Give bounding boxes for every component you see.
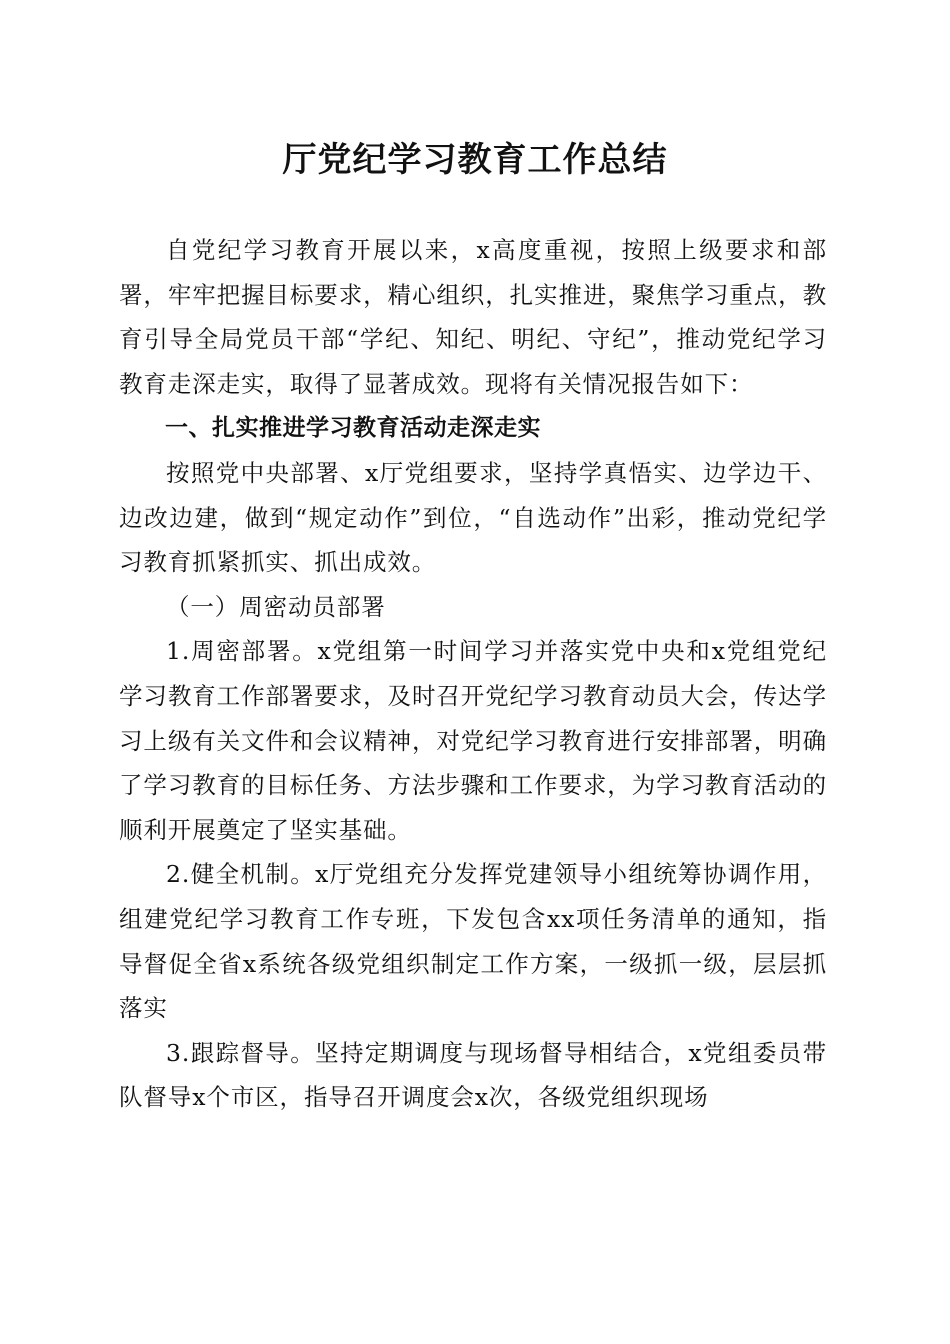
item-paragraph-1: 1.周密部署。x党组第一时间学习并落实党中央和x党组党纪学习教育工作部署要求，及时召开党纪学习教育动员大会，传达学习上级有关文件和会议精神，对党纪学习教育进行安排部署，明确了学习教育的目标任务、方法步骤和工作要求，为学习教育活动的顺利开展奠定了坚实基础。	[119, 637, 827, 844]
document-title: 厅党纪学习教育工作总结	[282, 140, 668, 180]
subsection-heading-1: （一）周密动员部署	[166, 592, 386, 621]
item-paragraph-2: 2.健全机制。x厅党组充分发挥党建领导小组统筹协调作用，组建党纪学习教育工作专班，下发包含xx项任务清单的通知，指导督促全省x系统各级党组织制定工作方案，一级抓一级，层层抓落实	[119, 860, 827, 1023]
document-body	[119, 228, 827, 1120]
item-paragraph-3: 3.跟踪督导。坚持定期调度与现场督导相结合，x党组委员带队督导x个市区，指导召开调度会x次，各级党组织现场	[119, 1038, 827, 1112]
section-heading-1: 一、扎实推进学习教育活动走深走实	[165, 415, 541, 442]
section-1-paragraph: 按照党中央部署、x厅党组要求，坚持学真悟实、边学边干、边改边建，做到“规定动作”到位，“自选动作”出彩，推动党纪学习教育抓紧抓实、抓出成效。	[119, 458, 827, 577]
intro-paragraph: 自党纪学习教育开展以来，x高度重视，按照上级要求和部署，牢牢把握目标要求，精心组织，扎实推进，聚焦学习重点，教育引导全局党员干部“学纪、知纪、明纪、守纪”，推动党纪学习教育走深走实，取得了显著成效。现将有关情况报告如下：	[119, 236, 827, 398]
